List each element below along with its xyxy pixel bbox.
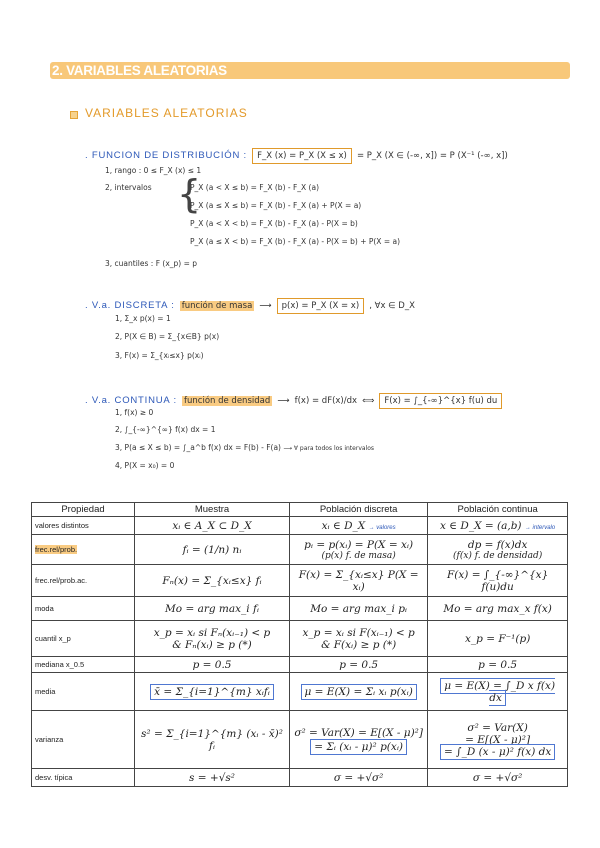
cell-discreta: p = 0.5	[290, 657, 428, 673]
table-row	[32, 535, 568, 565]
dist-item-3: 3, cuantiles : F (x_p) = p	[105, 259, 198, 268]
table-row	[32, 673, 568, 711]
cell-muestra: Mo = arg max_i fᵢ	[135, 597, 290, 621]
cell-continua	[428, 535, 568, 565]
continua-fn: función de densidad	[184, 396, 271, 406]
row-label: mediana x_0.5	[32, 657, 135, 673]
cell-muestra: xᵢ ∈ A_X ⊂ D_X	[135, 517, 290, 535]
continua-row	[85, 388, 502, 407]
cell-muestra: fᵢ = (1/n) nᵢ	[135, 535, 290, 565]
discreta-item-2: 2, P(X ∈ B) = Σ_{x∈B} p(x)	[115, 332, 220, 341]
cell-line: dp = f(x)dx	[467, 538, 528, 551]
arrow-icon: ⟶	[259, 301, 272, 311]
cell-line: σ² = Var(X)	[467, 721, 528, 734]
cell-continua: x_p = F⁻¹(p)	[428, 621, 568, 657]
discreta-tail: , ∀x ∈ D_X	[369, 301, 415, 311]
cell-line: (f(x) f. de densidad)	[453, 550, 543, 561]
dist-def-rest: = P_X (X ∈ (-∞, x]) = P (X⁻¹ (-∞, x])	[356, 151, 508, 161]
cell-discreta: Mo = arg max_i pᵢ	[290, 597, 428, 621]
cell-continua	[428, 673, 568, 711]
discreta-box: p(x) = P_X (X = x)	[277, 298, 365, 314]
table-row	[32, 565, 568, 597]
cell-discreta	[290, 535, 428, 565]
cell-muestra: s = +√s²	[135, 769, 290, 787]
cell-box: x̄ = Σ_{i=1}^{m} xᵢfᵢ	[150, 684, 274, 700]
table-row	[32, 517, 568, 535]
row-label: valores distintos	[32, 517, 135, 535]
dist-item-1: 1, rango : 0 ≤ F_X (x) ≤ 1	[105, 166, 202, 175]
dist-label: . FUNCION DE DISTRIBUCIÓN :	[85, 150, 247, 161]
cell-line: x_p = xᵢ si Fₙ(xᵢ₋₁) < p	[153, 626, 271, 639]
interval-3: P_X (a < X < b) = F_X (b) - F_X (a) - P(X = b)	[190, 219, 358, 228]
cell-muestra: p = 0.5	[135, 657, 290, 673]
cell-discreta	[290, 673, 428, 711]
cell-muestra	[135, 621, 290, 657]
cell-box: μ = E(X) = ∫_D x f(x) dx	[440, 678, 555, 706]
cell-discreta: σ = +√σ²	[290, 769, 428, 787]
table-row	[32, 621, 568, 657]
cell-line: & Fₙ(xᵢ) ≥ p (*)	[172, 638, 252, 651]
cell-line: (p(x) f. de masa)	[321, 550, 396, 561]
interval-4: P_X (a ≤ X < b) = F_X (b) - F_X (a) - P(X = b) + P(X = a)	[190, 237, 401, 246]
cell-note: → intervalo	[524, 524, 556, 531]
continua-note: ⟶ ∀ para todos los intervalos	[283, 445, 375, 452]
cell-continua: F(x) = ∫_{-∞}^{x} f(u)du	[428, 565, 568, 597]
continua-label: . V.a. CONTINUA :	[85, 395, 177, 406]
row-label: frec.rel/prob.ac.	[32, 565, 135, 597]
cell-line: = E[(X - μ)²]	[465, 733, 531, 746]
cell-continua	[428, 711, 568, 769]
dist-item-2: 2, intervalos	[105, 183, 152, 192]
cell-continua: Mo = arg max_x f(x)	[428, 597, 568, 621]
continua-item-4: 4, P(X = x₀) = 0	[115, 461, 175, 470]
dist-def-box: F_X (x) = P_X (X ≤ x)	[252, 148, 352, 164]
brace-icon: {	[177, 172, 202, 216]
section-title: VARIABLES ALEATORIAS	[85, 106, 248, 120]
continua-item-2: 2, ∫_{-∞}^{∞} f(x) dx = 1	[115, 425, 216, 434]
interval-2: P_X (a ≤ X ≤ b) = F_X (b) - F_X (a) + P(X = a)	[190, 201, 362, 210]
discreta-item-3: 3, F(x) = Σ_{xᵢ≤x} p(xᵢ)	[115, 351, 204, 360]
col-header: Población continua	[428, 503, 568, 517]
cell-muestra: Fₙ(x) = Σ_{xᵢ≤x} fᵢ	[135, 565, 290, 597]
continua-box: F(x) = ∫_{-∞}^{x} f(u) du	[379, 393, 502, 409]
table-row	[32, 711, 568, 769]
dist-row	[85, 143, 508, 162]
table-header-row	[32, 503, 568, 517]
cell-continua	[428, 517, 568, 535]
cell-discreta-text: xᵢ ∈ D_X	[321, 519, 366, 532]
cell-muestra	[135, 673, 290, 711]
row-label: moda	[32, 597, 135, 621]
table-row	[32, 597, 568, 621]
bullet-square-icon	[70, 111, 78, 119]
discreta-label: . V.a. DISCRETA :	[85, 300, 175, 311]
cell-discreta	[290, 621, 428, 657]
table-row	[32, 657, 568, 673]
cell-line: & F(xᵢ) ≥ p (*)	[321, 638, 397, 651]
col-header: Propiedad	[32, 503, 135, 517]
cell-continua-text: x ∈ D_X = (a,b)	[440, 519, 522, 532]
row-label: cuantil x_p	[32, 621, 135, 657]
cell-line: x_p = xᵢ si F(xᵢ₋₁) < p	[302, 626, 415, 639]
page-title: 2. VARIABLES ALEATORIAS	[52, 63, 227, 78]
cell-discreta	[290, 711, 428, 769]
row-label: desv. típica	[32, 769, 135, 787]
cell-muestra: s² = Σ_{i=1}^{m} (xᵢ - x̄)² fᵢ	[135, 711, 290, 769]
discreta-row	[85, 293, 415, 312]
discreta-item-1: 1, Σ_x p(x) = 1	[115, 314, 171, 323]
cell-continua: p = 0.5	[428, 657, 568, 673]
cell-box: μ = E(X) = Σᵢ xᵢ p(xᵢ)	[301, 684, 417, 700]
col-header: Población discreta	[290, 503, 428, 517]
continua-item-3	[115, 443, 374, 452]
continua-fx: f(x) = dF(x)/dx	[294, 396, 358, 406]
double-arrow-icon: ⟺	[362, 396, 375, 406]
cell-line: pᵢ = p(xᵢ) = P(X = xᵢ)	[304, 538, 414, 551]
properties-table	[31, 502, 568, 787]
cell-continua: σ = +√σ²	[428, 769, 568, 787]
col-header: Muestra	[135, 503, 290, 517]
row-label	[32, 535, 135, 565]
cell-discreta	[290, 517, 428, 535]
interval-1: P_X (a < X ≤ b) = F_X (b) - F_X (a)	[190, 183, 320, 192]
cell-line: σ² = Var(X) = E[(X - μ)²]	[294, 726, 423, 739]
cell-note: → valores	[368, 524, 396, 531]
cell-box: = Σᵢ (xᵢ - μ)² p(xᵢ)	[310, 739, 407, 755]
discreta-fn: función de masa	[181, 301, 253, 311]
row-label-text: frec.rel/prob.	[35, 545, 78, 554]
row-label: varianza	[32, 711, 135, 769]
arrow-icon: ⟶	[277, 396, 290, 406]
cell-discreta: F(x) = Σ_{xᵢ≤x} P(X = xᵢ)	[290, 565, 428, 597]
cell-box: = ∫_D (x - μ)² f(x) dx	[440, 744, 555, 760]
continua-item-1: 1, f(x) ≥ 0	[115, 408, 154, 417]
table-row	[32, 769, 568, 787]
row-label: media	[32, 673, 135, 711]
continua-item-3-text: 3, P(a ≤ X ≤ b) = ∫_a^b f(x) dx = F(b) - F(a)	[115, 443, 281, 452]
